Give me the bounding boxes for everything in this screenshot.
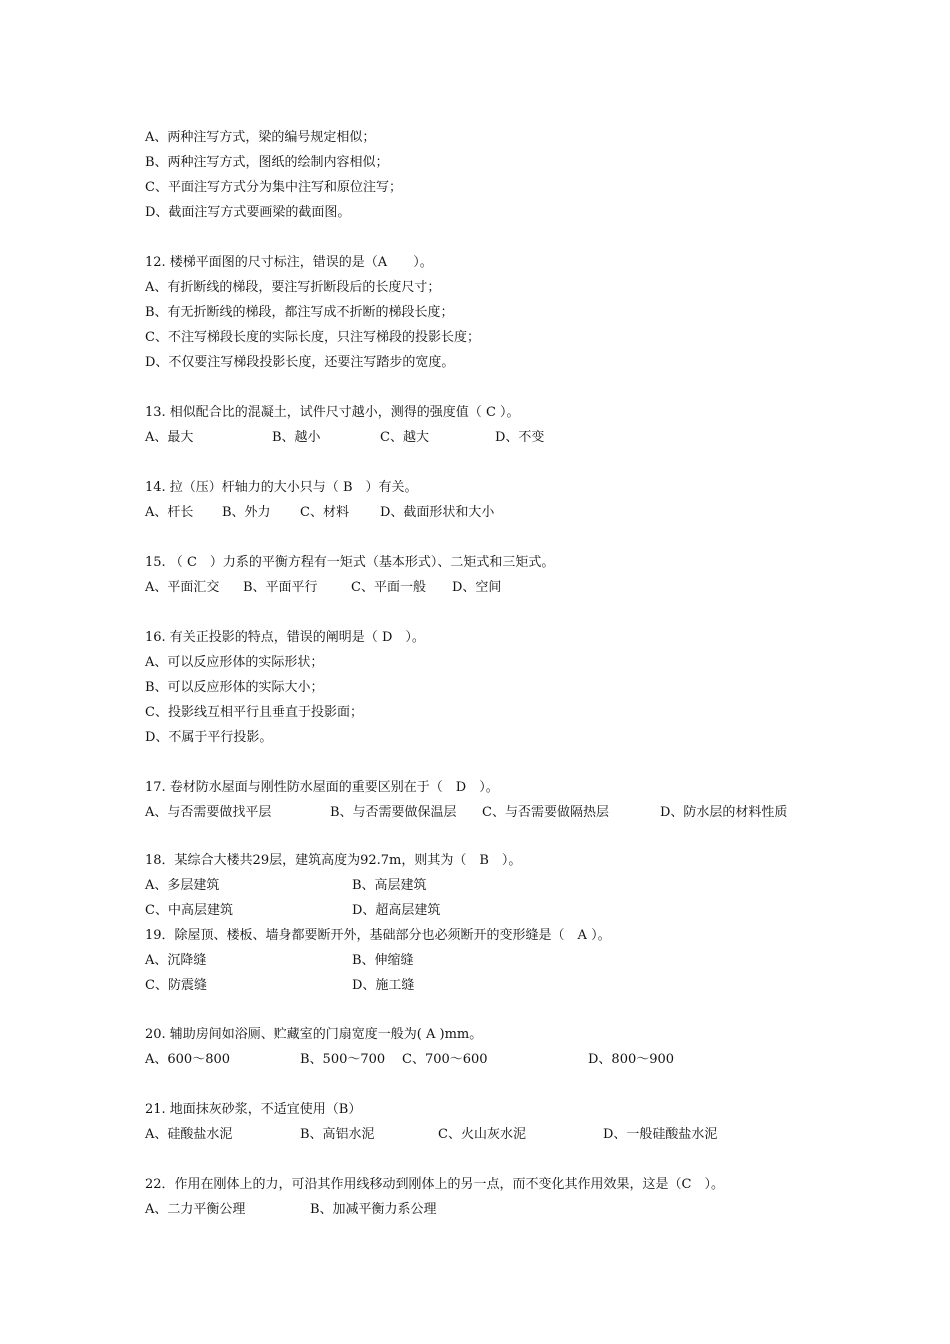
q15-option-a: A、平面汇交	[145, 580, 220, 595]
q13-option-a: A、最大	[145, 430, 194, 445]
q16-option-b: B、可以反应形体的实际大小；	[145, 680, 324, 695]
q12-option-b: B、有无折断线的梯段，都注写成不折断的梯段长度；	[145, 305, 454, 320]
q18-option-d: D、超高层建筑	[352, 903, 441, 918]
q16-option-d: D、不属于平行投影。	[145, 730, 273, 745]
q20-option-d: D、800～900	[588, 1052, 675, 1067]
q13-stem: 13. 相似配合比的混凝土，试件尺寸越小，测得的强度值（ C ）。	[145, 405, 520, 420]
q15-option-d: D、空间	[452, 580, 502, 595]
q15-option-b: B、平面平行	[243, 580, 318, 595]
q17-option-c: C、与否需要做隔热层	[482, 805, 609, 820]
q19-option-c: C、防震缝	[145, 978, 207, 993]
q13-option-c: C、越大	[380, 430, 429, 445]
q11-option-a: A、两种注写方式，梁的编号规定相似；	[145, 130, 376, 145]
q17-option-a: A、与否需要做找平层	[145, 805, 272, 820]
q13-option-b: B、越小	[272, 430, 321, 445]
q12-option-c: C、不注写梯段长度的实际长度，只注写梯段的投影长度；	[145, 330, 480, 345]
q16-option-c: C、投影线互相平行且垂直于投影面；	[145, 705, 363, 720]
q11-option-c: C、平面注写方式分为集中注写和原位注写；	[145, 180, 402, 195]
q14-stem: 14. 拉（压）杆轴力的大小只与（ B ）有关。	[145, 480, 418, 495]
q12-option-d: D、不仅要注写梯段投影长度，还要注写踏步的宽度。	[145, 355, 455, 370]
q21-option-b: B、高铝水泥	[300, 1127, 375, 1142]
q11-option-d: D、截面注写方式要画梁的截面图。	[145, 205, 351, 220]
q22-option-a: A、二力平衡公理	[145, 1202, 246, 1217]
q22-stem: 22．作用在刚体上的力，可沿其作用线移动到刚体上的另一点，而不变化其作用效果，这是（C ）。	[145, 1177, 724, 1192]
q19-stem: 19．除屋顶、楼板、墙身都要断开外，基础部分也必须断开的变形缝是（ A ）。	[145, 928, 611, 943]
q18-option-c: C、中高层建筑	[145, 903, 233, 918]
q20-option-c: C、700～600	[402, 1052, 488, 1067]
q17-stem: 17. 卷材防水屋面与刚性防水屋面的重要区别在于（ D ）。	[145, 780, 499, 795]
q18-option-b: B、高层建筑	[352, 878, 427, 893]
q18-stem: 18．某综合大楼共29层，建筑高度为92.7m，则其为（ B ）。	[145, 853, 522, 868]
q16-stem: 16. 有关正投影的特点，错误的阐明是（ D ）。	[145, 630, 425, 645]
q21-option-a: A、硅酸盐水泥	[145, 1127, 233, 1142]
q20-option-b: B、500～700	[300, 1052, 386, 1067]
q12-option-a: A、有折断线的梯段，要注写折断段后的长度尺寸；	[145, 280, 441, 295]
q15-option-c: C、平面一般	[351, 580, 426, 595]
q13-option-d: D、不变	[495, 430, 545, 445]
q14-option-d: D、截面形状和大小	[380, 505, 495, 520]
q12-stem: 12. 楼梯平面图的尺寸标注，错误的是（A ）。	[145, 255, 433, 270]
q21-option-c: C、火山灰水泥	[438, 1127, 526, 1142]
q19-option-d: D、施工缝	[352, 978, 415, 993]
q17-option-b: B、与否需要做保温层	[330, 805, 457, 820]
q18-option-a: A、多层建筑	[145, 878, 220, 893]
q14-option-b: B、外力	[222, 505, 271, 520]
q19-option-a: A、沉降缝	[145, 953, 207, 968]
q20-option-a: A、600～800	[145, 1052, 231, 1067]
q17-option-d: D、防水层的材料性质	[660, 805, 788, 820]
q22-option-b: B、加减平衡力系公理	[310, 1202, 437, 1217]
q15-stem: 15. （ C ）力系的平衡方程有一矩式（基本形式）、二矩式和三矩式。	[145, 555, 555, 570]
q21-stem: 21. 地面抹灰砂浆，不适宜使用（B）	[145, 1102, 362, 1117]
q19-option-b: B、伸缩缝	[352, 953, 414, 968]
q20-stem: 20. 辅助房间如浴厕、贮藏室的门扇宽度一般为( A )mm。	[145, 1027, 483, 1042]
q21-option-d: D、一般硅酸盐水泥	[603, 1127, 718, 1142]
q16-option-a: A、可以反应形体的实际形状；	[145, 655, 324, 670]
q11-option-b: B、两种注写方式，图纸的绘制内容相似；	[145, 155, 389, 170]
q14-option-c: C、材料	[300, 505, 349, 520]
q14-option-a: A、杆长	[145, 505, 194, 520]
